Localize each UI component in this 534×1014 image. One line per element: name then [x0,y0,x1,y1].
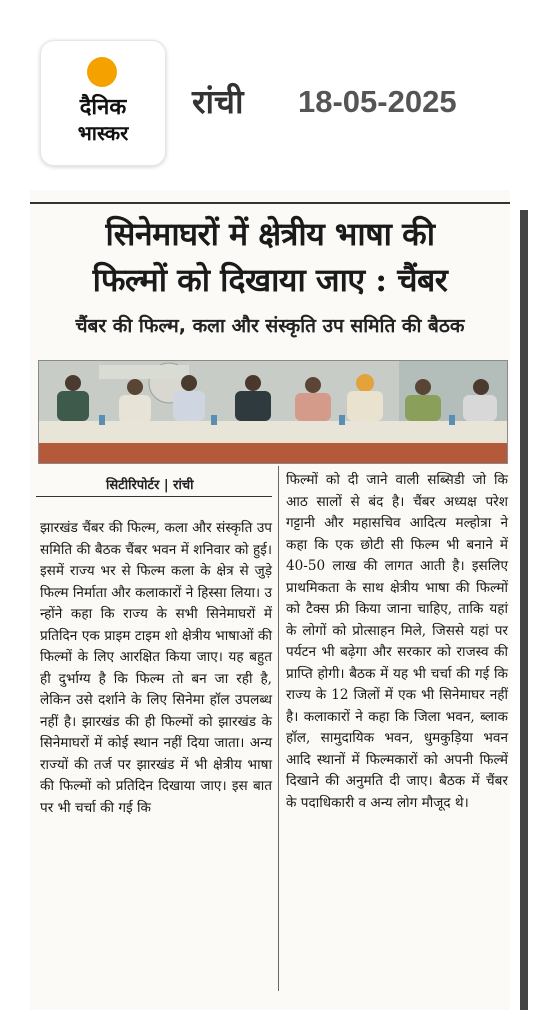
edition-city: रांची [192,82,244,121]
news-clipping [30,190,510,1010]
byline-rule [36,496,272,501]
article-column-2 [286,470,508,814]
article-paragraph-1: झारखंड चैंबर की फिल्म, कला और संस्कृति उप समिति की बैठक चैंबर भवन में शनिवार को हुई। इसमें राज्य भर से फिल्म कला के क्षेत्र से जुड़े फिल्म निर्माता और कलाकारों ने हिस्सा लिया। उ न्होंने कहा कि राज्य के सभी सिनेमाघरों में प्रतिदिन एक प्राइम टाइम शो क्षेत्रीय भाषाओं की फिल्मों के लिए आरक्षित किया जाए। यह बहुत ही दुर्भाग्य है कि फिल्म तो बन जा रही है, लेकिन उसे दर्शाने के लिए सिनेमा हॉल उपलब्ध नहीं है। झारखंड की ही फिल्मों को झारखंड के सिनेमाघरों में कोई स्थान नहीं दिया जाता। अन्य राज्यों की तर्ज पर झारखंड में भी क्षेत्रीय भाषा की फिल्मों को प्रतिदिन दिखाया जाए। इस बात पर भी चर्चा की गई कि [40,520,272,816]
column-divider [278,466,279,991]
dainik-bhaskar-logo [40,40,166,166]
article-column-1 [40,518,272,819]
meeting-photo [38,360,508,464]
adjacent-column-edge [520,210,528,1010]
edition-date: 18-05-2025 [298,84,457,119]
headline-line2: फिल्मों को दिखाया जाए : चैंबर [92,261,448,299]
logo-text-line2: भास्कर [77,121,129,145]
logo-sun-icon [87,57,117,87]
meeting-photo-illustration [39,361,507,463]
headline-line1: सिनेमाघरों में क्षेत्रीय भाषा की [105,215,435,253]
logo-text-line1: दैनिक [79,95,127,120]
article-paragraph-2: फिल्मों को दी जाने वाली सब्सिडी जो कि आठ सालों से बंद है। चैंबर अध्यक्ष परेश गट्टानी और महासचिव आदित्य मल्होत्रा ने कहा कि एक छोटी सी फिल्म भी बनाने में 40-50 लाख की लागत आती है। इसलिए प्राथमिकता के साथ क्षेत्रीय भाषा की फिल्मों को टैक्स फ्री किया जाना चाहिए, ताकि यहां के लोगों को प्रोत्साहन मिले, जिससे यहां पर पर्यटन भी बढ़ेगा और सरकार को राजस्व की प्राप्ति होगी। बैठक में यह भी चर्चा की गई कि राज्य के 12 जिलों में एक भी सिनेमाघर नहीं है। कलाकारों ने कहा कि जिला भवन, ब्लाक हॉल, सामुदायिक भवन, धुमकुड़िया भवन आदि स्थानों में फिल्मकारों को अपनी फिल्में दिखाने की अनुमति दी जाए। बैठक में चैंबर के पदाधिकारी व अन्य लोग मौजूद थे। [286,472,508,811]
top-rule [30,202,510,204]
subheadline: चैंबर की फिल्म, कला और संस्कृति उप समिति की बैठक [75,315,465,337]
byline: सिटीरिपोर्टर | रांची [106,478,194,493]
